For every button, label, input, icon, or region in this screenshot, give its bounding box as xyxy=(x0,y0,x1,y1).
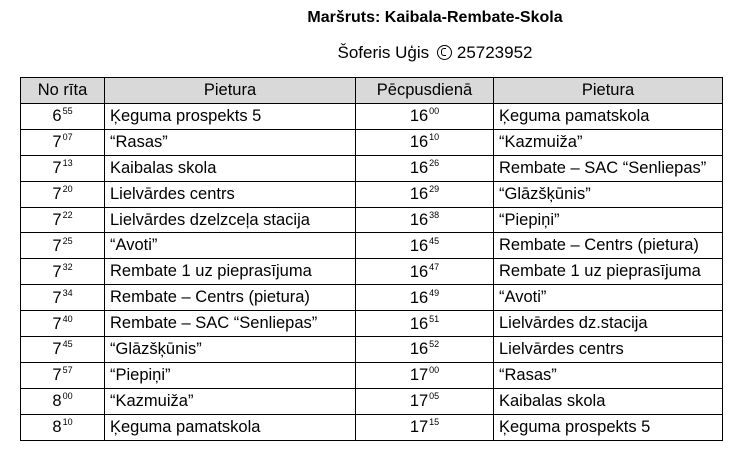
afternoon-time xyxy=(356,181,494,207)
afternoon-stop: Ķeguma prospekts 5 xyxy=(494,414,723,440)
morning-time xyxy=(21,129,105,155)
driver-phone: 25723952 xyxy=(456,43,533,62)
afternoon-time xyxy=(356,362,494,388)
afternoon-stop: Rembate – SAC “Senliepas” xyxy=(494,155,723,181)
column-header-stop-morning: Pietura xyxy=(105,78,356,104)
morning-time xyxy=(21,337,105,363)
morning-minutes: 40 xyxy=(62,313,73,324)
table-row xyxy=(21,207,723,233)
morning-stop: Rembate – SAC “Senliepas” xyxy=(105,311,356,337)
morning-minutes: 00 xyxy=(62,391,73,402)
morning-hour: 7 xyxy=(52,159,62,178)
table-row xyxy=(21,285,723,311)
afternoon-hour: 16 xyxy=(409,314,429,333)
morning-time xyxy=(21,414,105,440)
table-row xyxy=(21,104,723,130)
afternoon-minutes: 15 xyxy=(429,417,440,428)
morning-hour: 8 xyxy=(52,418,62,437)
afternoon-hour: 16 xyxy=(409,288,429,307)
afternoon-stop: Kaibalas skola xyxy=(494,388,723,414)
afternoon-stop: Ķeguma pamatskola xyxy=(494,104,723,130)
morning-hour: 6 xyxy=(52,107,62,126)
morning-minutes: 34 xyxy=(62,287,73,298)
afternoon-hour: 16 xyxy=(409,211,429,229)
afternoon-minutes: 38 xyxy=(429,210,440,220)
morning-time xyxy=(21,207,105,233)
morning-stop: “Piepiņi” xyxy=(105,362,356,388)
morning-time xyxy=(21,388,105,414)
morning-minutes: 25 xyxy=(62,235,73,246)
afternoon-stop: “Avoti” xyxy=(494,285,723,311)
afternoon-hour: 16 xyxy=(409,159,429,178)
morning-stop: “Glāzšķūnis” xyxy=(105,337,356,363)
afternoon-minutes: 52 xyxy=(429,339,440,350)
afternoon-minutes: 45 xyxy=(429,235,440,246)
morning-minutes: 45 xyxy=(62,339,73,350)
morning-stop: “Avoti” xyxy=(105,233,356,259)
morning-stop: Ķeguma pamatskola xyxy=(105,414,356,440)
morning-time xyxy=(21,233,105,259)
page-title: Maršruts: Kaibala-Rembate-Skola xyxy=(307,9,563,26)
morning-minutes: 22 xyxy=(62,210,73,220)
morning-minutes: 13 xyxy=(62,158,73,169)
afternoon-time xyxy=(356,155,494,181)
column-header-stop-afternoon: Pietura xyxy=(494,78,723,104)
afternoon-time xyxy=(356,337,494,363)
afternoon-hour: 16 xyxy=(409,262,429,281)
afternoon-minutes: 51 xyxy=(429,313,440,324)
morning-hour: 7 xyxy=(52,211,62,229)
morning-minutes: 32 xyxy=(62,261,73,272)
morning-stop: Rembate – Centrs (pietura) xyxy=(105,285,356,311)
driver-label: Šoferis Uģis xyxy=(337,43,430,62)
morning-hour: 7 xyxy=(52,366,62,385)
table-row xyxy=(21,181,723,207)
morning-minutes: 55 xyxy=(62,106,73,117)
afternoon-stop: “Glāzšķūnis” xyxy=(494,181,723,207)
afternoon-hour: 16 xyxy=(409,340,429,359)
column-header-afternoon: Pēcpusdienā xyxy=(356,78,494,104)
morning-hour: 8 xyxy=(52,392,62,411)
morning-time xyxy=(21,259,105,285)
table-row xyxy=(21,129,723,155)
afternoon-time xyxy=(356,129,494,155)
morning-hour: 7 xyxy=(52,314,62,333)
afternoon-stop: “Rasas” xyxy=(494,362,723,388)
table-row xyxy=(21,337,723,363)
afternoon-hour: 17 xyxy=(409,418,429,437)
afternoon-time xyxy=(356,388,494,414)
morning-minutes: 57 xyxy=(62,365,73,376)
morning-hour: 7 xyxy=(52,262,62,281)
morning-hour: 7 xyxy=(52,236,62,255)
morning-hour: 7 xyxy=(52,185,62,204)
afternoon-minutes: 00 xyxy=(429,106,440,117)
afternoon-stop: Rembate – Centrs (pietura) xyxy=(494,233,723,259)
morning-stop: Ķeguma prospekts 5 xyxy=(105,104,356,130)
afternoon-hour: 16 xyxy=(409,236,429,255)
table-row xyxy=(21,311,723,337)
afternoon-minutes: 10 xyxy=(429,132,440,143)
afternoon-hour: 16 xyxy=(409,107,429,126)
afternoon-stop: “Kazmuiža” xyxy=(494,129,723,155)
afternoon-hour: 17 xyxy=(409,392,429,411)
afternoon-stop: Lielvārdes centrs xyxy=(494,337,723,363)
morning-time xyxy=(21,311,105,337)
morning-minutes: 10 xyxy=(62,417,73,428)
morning-stop: “Rasas” xyxy=(105,129,356,155)
afternoon-time xyxy=(356,285,494,311)
morning-hour: 7 xyxy=(52,288,62,307)
table-row xyxy=(21,414,723,440)
afternoon-hour: 17 xyxy=(409,366,429,385)
morning-hour: 7 xyxy=(52,340,62,359)
phone-icon xyxy=(437,45,452,60)
table-row xyxy=(21,259,723,285)
morning-stop: Lielvārdes centrs xyxy=(105,181,356,207)
morning-hour: 7 xyxy=(52,133,62,152)
afternoon-minutes: 29 xyxy=(429,184,440,195)
schedule-table xyxy=(20,77,723,441)
afternoon-time xyxy=(356,259,494,285)
afternoon-time xyxy=(356,311,494,337)
table-row xyxy=(21,388,723,414)
column-header-morning: No rīta xyxy=(21,78,105,104)
morning-time xyxy=(21,285,105,311)
afternoon-stop: Lielvārdes dz.stacija xyxy=(494,311,723,337)
afternoon-minutes: 49 xyxy=(429,287,440,298)
afternoon-time xyxy=(356,104,494,130)
morning-stop: Rembate 1 uz pieprasījuma xyxy=(105,259,356,285)
afternoon-hour: 16 xyxy=(409,133,429,152)
afternoon-minutes: 00 xyxy=(429,365,440,376)
morning-minutes: 07 xyxy=(62,132,73,143)
header-row xyxy=(21,78,723,104)
afternoon-stop: Rembate 1 uz pieprasījuma xyxy=(494,259,723,285)
afternoon-stop: “Piepiņi” xyxy=(494,207,723,233)
table-row xyxy=(21,233,723,259)
morning-stop: Kaibalas skola xyxy=(105,155,356,181)
morning-time xyxy=(21,181,105,207)
morning-time xyxy=(21,155,105,181)
afternoon-time xyxy=(356,414,494,440)
morning-time xyxy=(21,362,105,388)
afternoon-minutes: 05 xyxy=(429,391,440,402)
morning-stop: “Kazmuiža” xyxy=(105,388,356,414)
afternoon-time xyxy=(356,233,494,259)
morning-time xyxy=(21,104,105,130)
driver-line xyxy=(0,42,749,64)
afternoon-hour: 16 xyxy=(409,185,429,204)
afternoon-minutes: 47 xyxy=(429,261,440,272)
table-row xyxy=(21,155,723,181)
afternoon-minutes: 26 xyxy=(429,158,440,169)
morning-minutes: 20 xyxy=(62,184,73,195)
morning-stop: Lielvārdes dzelzceļa stacija xyxy=(105,207,356,233)
schedule-rows xyxy=(21,104,723,441)
table-row xyxy=(21,362,723,388)
afternoon-time xyxy=(356,207,494,233)
